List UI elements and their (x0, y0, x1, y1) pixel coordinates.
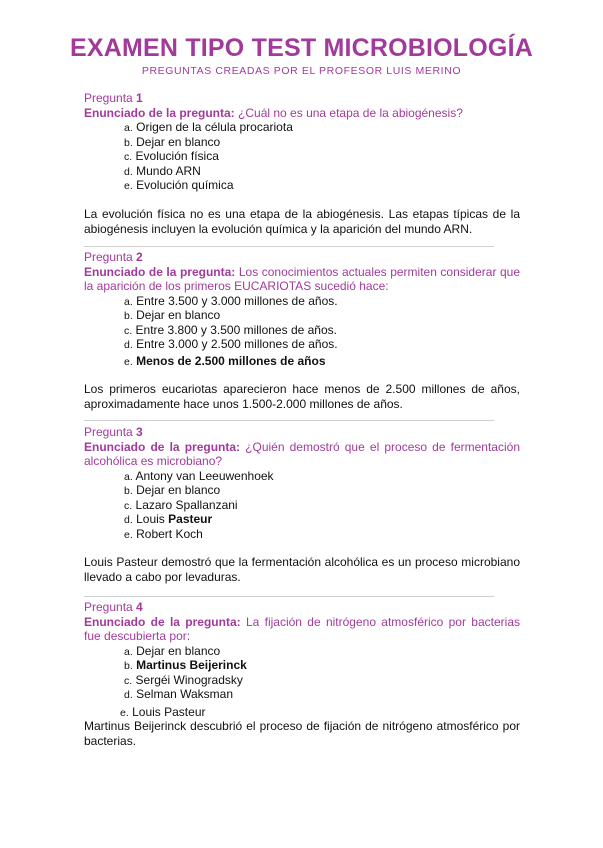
option-a: a. Entre 3.500 y 3.000 millones de años. (124, 293, 338, 308)
option-a: a. Antony van Leeuwenhoek (124, 468, 274, 483)
option-b: b. Dejar en blanco (124, 134, 221, 149)
explanation: Louis Pasteur demostró que la fermentación alcohólica es un proceso microbiano llevado a cabo por levaduras. (84, 555, 520, 584)
option-d: d. Mundo ARN (124, 163, 201, 178)
options-list (84, 294, 520, 369)
option-a: a. Origen de la célula procariota (124, 120, 293, 134)
options-list (84, 644, 520, 720)
option-b: b. Dejar en blanco (124, 308, 221, 322)
explanation: La evolución física no es una etapa de la abiogénesis. Las etapas típicas de la abiogénesis incluyen la evolución química y la aparición del mundo ARN. (84, 206, 520, 236)
question-number: Pregunta 3 (84, 425, 143, 439)
option-d: d. Louis Pasteur (124, 512, 213, 526)
option-e: e. Menos de 2.500 millones de años (124, 353, 326, 368)
page-title: EXAMEN TIPO TEST MICROBIOLOGÍA (70, 34, 533, 62)
option-e: e. Robert Koch (124, 526, 203, 541)
question-number: Pregunta 1 (84, 91, 143, 105)
option-b: b. Martinus Beijerinck (124, 658, 247, 672)
question-number: Pregunta 4 (84, 600, 143, 614)
explanation: Los primeros eucariotas aparecieron hace menos de 2.500 millones de años, aproximadamente hace unos 1.500-2.000 millones de años. (84, 382, 520, 411)
options-list (84, 469, 520, 542)
page-subtitle: PREGUNTAS CREADAS POR EL PROFESOR LUIS MERINO (141, 65, 462, 77)
question-number: Pregunta 2 (84, 250, 143, 264)
option-c: c. Sergéi Winogradsky (124, 672, 243, 687)
separator (84, 420, 494, 421)
question-4 (84, 600, 520, 749)
option-a: a. Dejar en blanco (124, 643, 221, 658)
option-e: e. Louis Pasteur (120, 704, 206, 719)
separator (84, 246, 494, 247)
question-3 (84, 425, 520, 585)
option-b: b. Dejar en blanco (124, 483, 221, 497)
option-c: c. Evolución física (124, 149, 219, 163)
question-stem: Enunciado de la pregunta: Los conocimientos actuales permiten considerar que la aparición de los primeros EUCARIOTAS sucedió hace: (84, 264, 521, 293)
option-c: c. Lazaro Spallanzani (124, 497, 238, 512)
option-c: c. Entre 3.800 y 3.500 millones de años. (124, 322, 337, 337)
question-2 (84, 250, 520, 412)
question-1 (84, 91, 520, 237)
options-list (84, 120, 520, 193)
separator (84, 596, 494, 597)
question-stem: Enunciado de la pregunta: ¿Quién demostró que el proceso de fermentación alcohólica es microbiano? (84, 439, 520, 468)
option-d: d. Entre 3.000 y 2.500 millones de años. (124, 337, 338, 351)
explanation: Martinus Beijerinck descubrió el proceso de fijación de nitrógeno atmosférico por bacterias. (84, 719, 520, 748)
option-e: e. Evolución química (124, 178, 234, 192)
question-stem: Enunciado de la pregunta: La fijación de nitrógeno atmosférico por bacterias fue descubierta por: (84, 614, 520, 643)
option-d: d. Selman Waksman (124, 687, 234, 701)
question-stem: Enunciado de la pregunta: ¿Cuál no es una etapa de la abiogénesis? (84, 105, 463, 120)
